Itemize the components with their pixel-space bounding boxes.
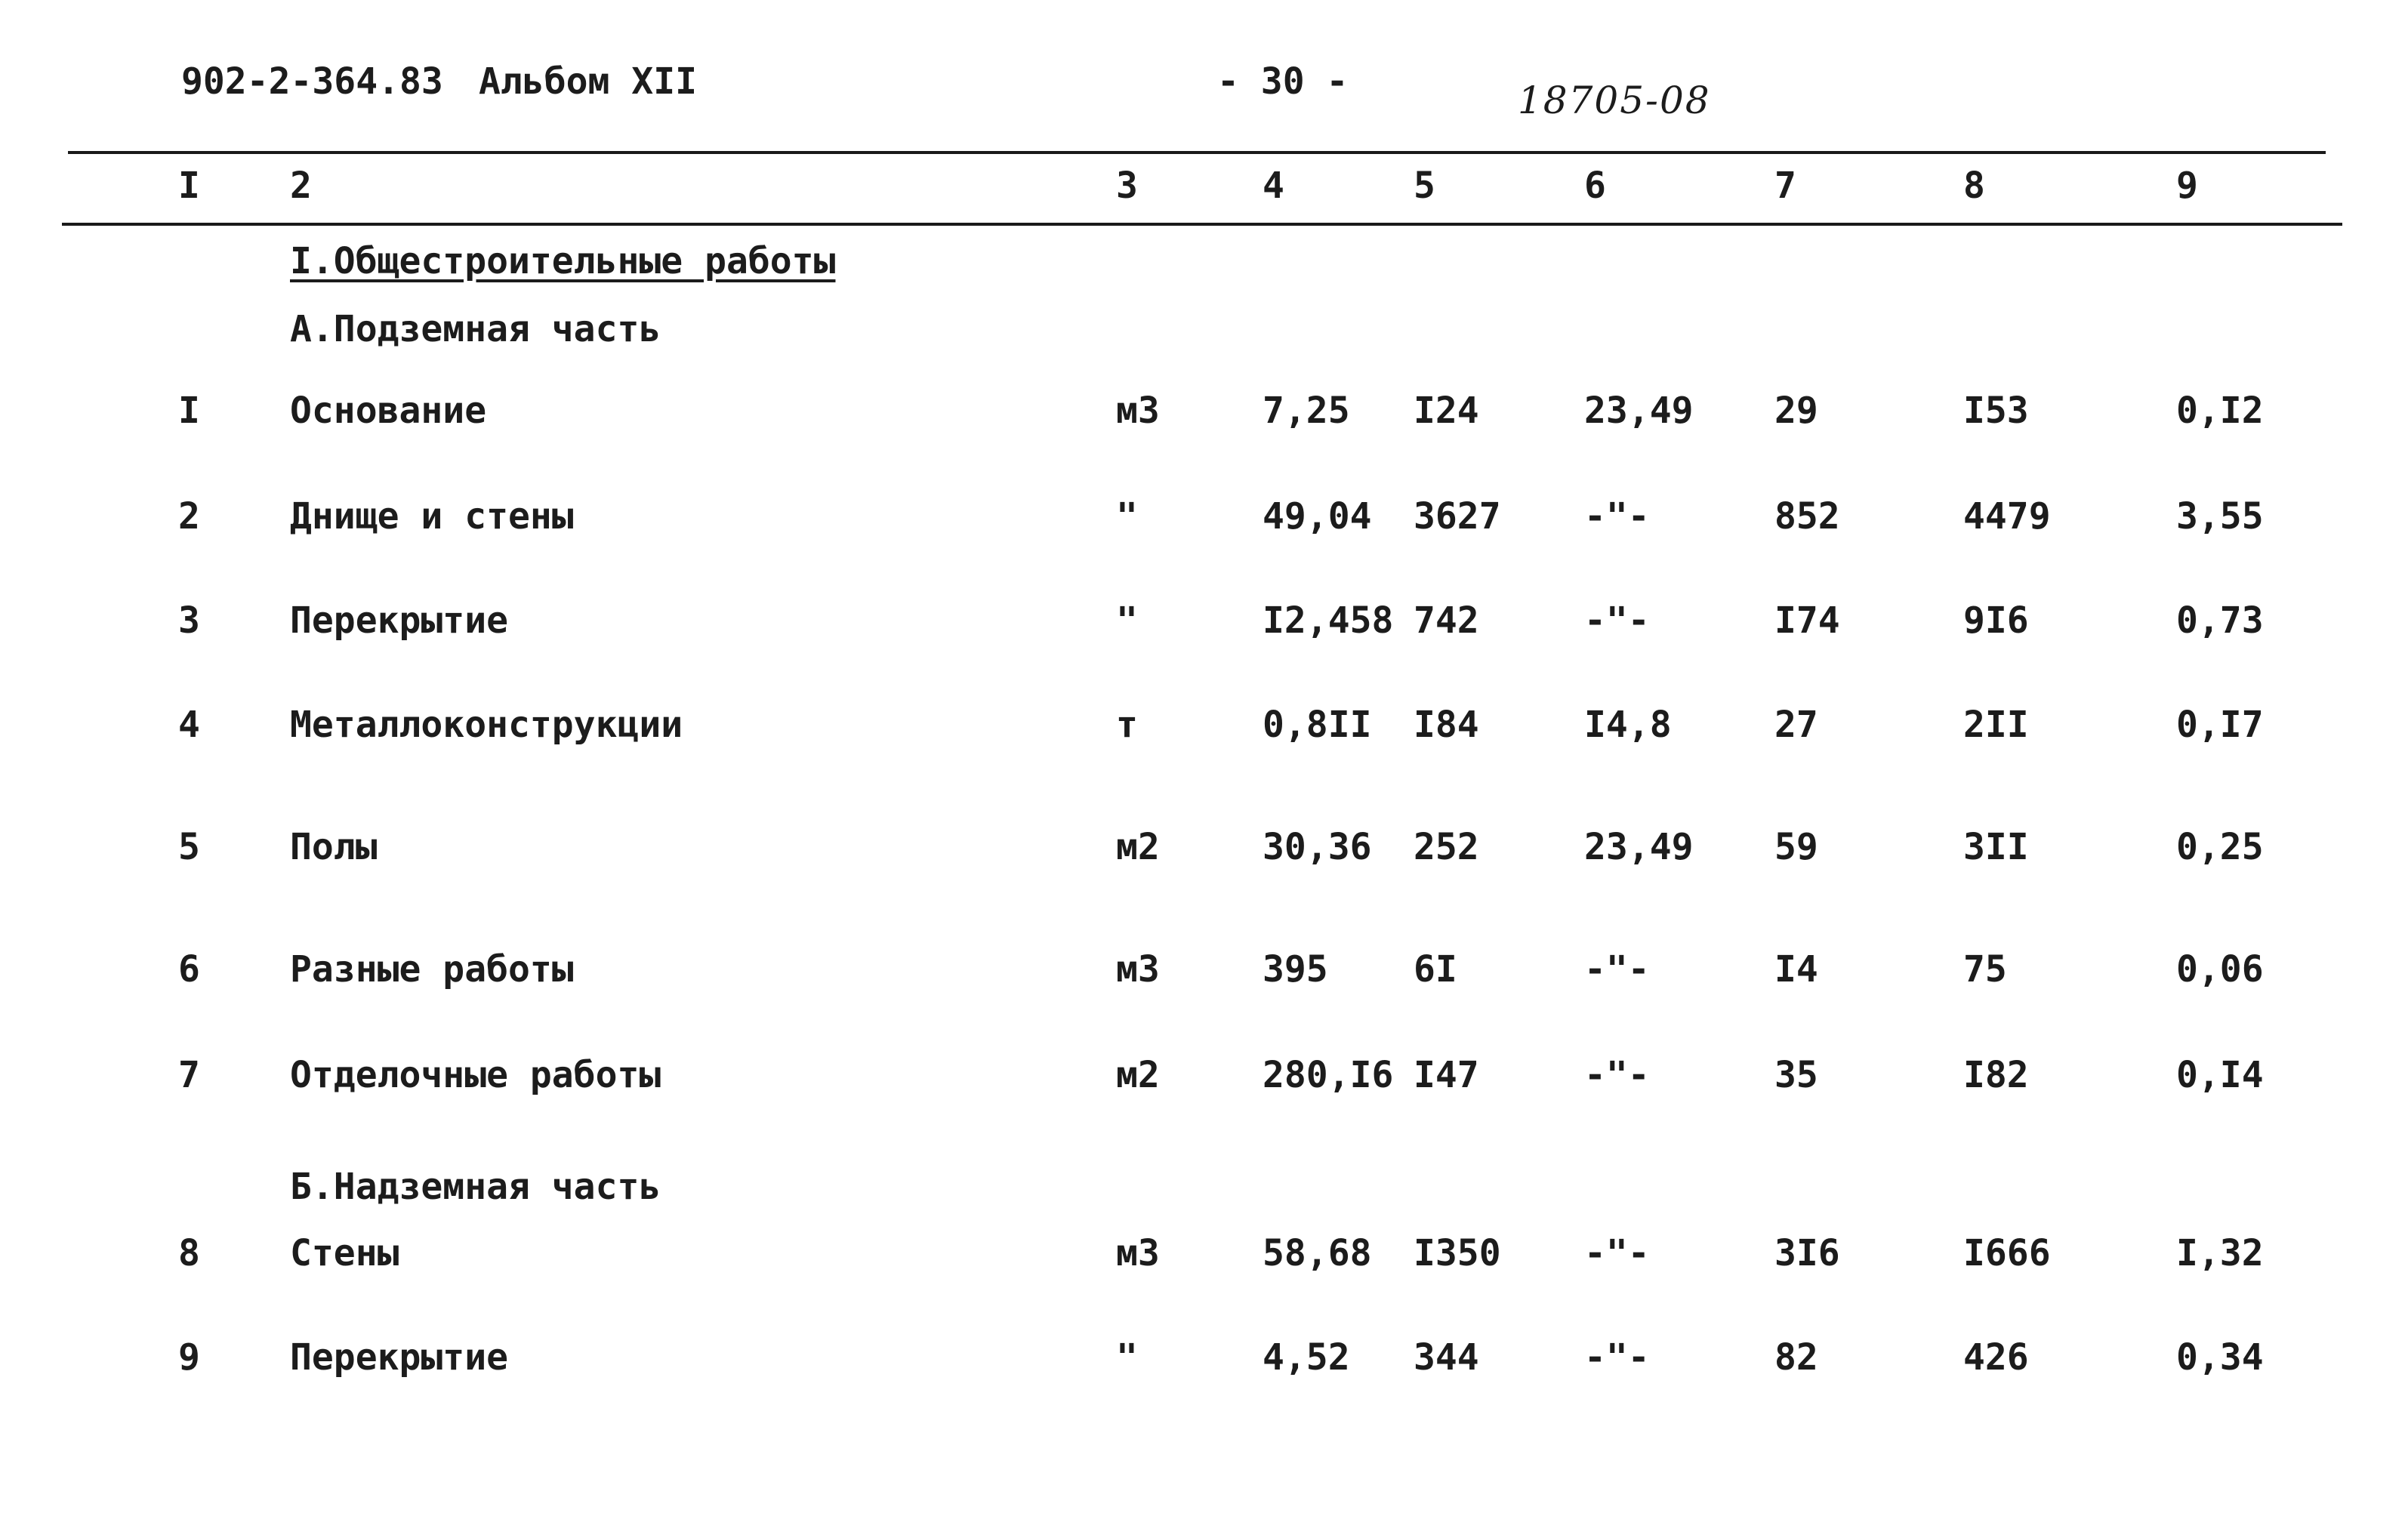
cell-c4: 58,68 xyxy=(1263,1232,1372,1274)
cell-n: 3 xyxy=(178,599,200,642)
cell-unit: м3 xyxy=(1116,948,1160,991)
cell-name: Полы xyxy=(290,826,378,868)
cell-c7: 59 xyxy=(1774,826,1818,868)
cell-c4: I2,458 xyxy=(1263,599,1394,642)
cell-n: 9 xyxy=(178,1336,200,1379)
cell-c4: 395 xyxy=(1263,948,1328,991)
cell-unit: м2 xyxy=(1116,826,1160,868)
cell-c9: 0,06 xyxy=(2176,948,2264,991)
cell-c4: 7,25 xyxy=(1263,390,1350,432)
cell-c9: 3,55 xyxy=(2176,495,2264,538)
cell-c9: 0,I7 xyxy=(2176,704,2264,746)
cell-c9: 0,25 xyxy=(2176,826,2264,868)
cell-c4: 280,I6 xyxy=(1263,1054,1394,1096)
cell-c6: -"- xyxy=(1584,495,1650,538)
cell-name: Основание xyxy=(290,390,487,432)
cell-name: Отделочные работы xyxy=(290,1054,661,1096)
cell-c6: -"- xyxy=(1584,599,1650,642)
column-header-4: 4 xyxy=(1263,165,1284,207)
cell-n: 7 xyxy=(178,1054,200,1096)
cell-c6: I4,8 xyxy=(1584,704,1672,746)
subsection-underground: А.Подземная часть xyxy=(290,308,661,350)
cell-n: 6 xyxy=(178,948,200,991)
cell-name: Стены xyxy=(290,1232,399,1274)
cell-c7: 27 xyxy=(1774,704,1818,746)
cell-c7: I4 xyxy=(1774,948,1818,991)
cell-c8: 4479 xyxy=(1963,495,2051,538)
cell-c9: I,32 xyxy=(2176,1232,2264,1274)
cell-unit: " xyxy=(1116,1336,1138,1379)
cell-c7: 852 xyxy=(1774,495,1840,538)
cell-c7: I74 xyxy=(1774,599,1840,642)
page-number: - 30 - xyxy=(1217,60,1349,103)
cell-n: 8 xyxy=(178,1232,200,1274)
cell-c7: 3I6 xyxy=(1774,1232,1840,1274)
cell-c9: 0,34 xyxy=(2176,1336,2264,1379)
cell-c9: 0,I2 xyxy=(2176,390,2264,432)
cell-c8: 2II xyxy=(1963,704,2029,746)
cell-n: 5 xyxy=(178,826,200,868)
cell-c8: I82 xyxy=(1963,1054,2029,1096)
cell-n: 4 xyxy=(178,704,200,746)
cell-c8: 75 xyxy=(1963,948,2007,991)
column-header-9: 9 xyxy=(2176,165,2198,207)
cell-c7: 82 xyxy=(1774,1336,1818,1379)
cell-name: Металлоконструкции xyxy=(290,704,683,746)
cell-c6: -"- xyxy=(1584,1336,1650,1379)
cell-c4: 49,04 xyxy=(1263,495,1372,538)
cell-c5: 252 xyxy=(1414,826,1479,868)
cell-c4: 0,8II xyxy=(1263,704,1372,746)
section-title: I.Общестроительные работы xyxy=(290,240,836,282)
cell-c5: 3627 xyxy=(1414,495,1501,538)
cell-unit: т xyxy=(1116,704,1138,746)
cell-c8: I666 xyxy=(1963,1232,2051,1274)
cell-c6: 23,49 xyxy=(1584,826,1694,868)
handwritten-stamp-number: 18705-08 xyxy=(1518,79,1711,122)
cell-c5: I84 xyxy=(1414,704,1479,746)
cell-c5: I350 xyxy=(1414,1232,1501,1274)
cell-c5: 344 xyxy=(1414,1336,1479,1379)
cell-c8: 9I6 xyxy=(1963,599,2029,642)
table-header-rule xyxy=(62,223,2342,226)
cell-c4: 4,52 xyxy=(1263,1336,1350,1379)
album-label: Альбом XII xyxy=(479,60,697,103)
cell-c9: 0,I4 xyxy=(2176,1054,2264,1096)
cell-name: Днище и стены xyxy=(290,495,574,538)
cell-c7: 29 xyxy=(1774,390,1818,432)
cell-c6: -"- xyxy=(1584,1054,1650,1096)
cell-c7: 35 xyxy=(1774,1054,1818,1096)
cell-unit: " xyxy=(1116,599,1138,642)
cell-c5: 6I xyxy=(1414,948,1457,991)
cell-c6: 23,49 xyxy=(1584,390,1694,432)
cell-unit: м3 xyxy=(1116,390,1160,432)
cell-name: Перекрытие xyxy=(290,599,508,642)
cell-c5: I24 xyxy=(1414,390,1479,432)
column-header-8: 8 xyxy=(1963,165,1985,207)
subsection-aboveground: Б.Надземная часть xyxy=(290,1166,661,1208)
cell-c8: 3II xyxy=(1963,826,2029,868)
cell-unit: м2 xyxy=(1116,1054,1160,1096)
cell-c4: 30,36 xyxy=(1263,826,1372,868)
column-header-3: 3 xyxy=(1116,165,1138,207)
cell-n: 2 xyxy=(178,495,200,538)
cell-c6: -"- xyxy=(1584,1232,1650,1274)
cell-name: Перекрытие xyxy=(290,1336,508,1379)
cell-c8: 426 xyxy=(1963,1336,2029,1379)
cell-unit: " xyxy=(1116,495,1138,538)
document-code: 902-2-364.83 xyxy=(181,60,443,103)
cell-c9: 0,73 xyxy=(2176,599,2264,642)
cell-c5: I47 xyxy=(1414,1054,1479,1096)
column-header-7: 7 xyxy=(1774,165,1796,207)
cell-unit: м3 xyxy=(1116,1232,1160,1274)
cell-name: Разные работы xyxy=(290,948,574,991)
column-header-1: I xyxy=(178,165,200,207)
column-header-5: 5 xyxy=(1414,165,1435,207)
cell-c8: I53 xyxy=(1963,390,2029,432)
table-top-rule xyxy=(68,151,2326,154)
cell-n: I xyxy=(178,390,200,432)
column-header-6: 6 xyxy=(1584,165,1606,207)
cell-c5: 742 xyxy=(1414,599,1479,642)
cell-c6: -"- xyxy=(1584,948,1650,991)
column-header-2: 2 xyxy=(290,165,312,207)
